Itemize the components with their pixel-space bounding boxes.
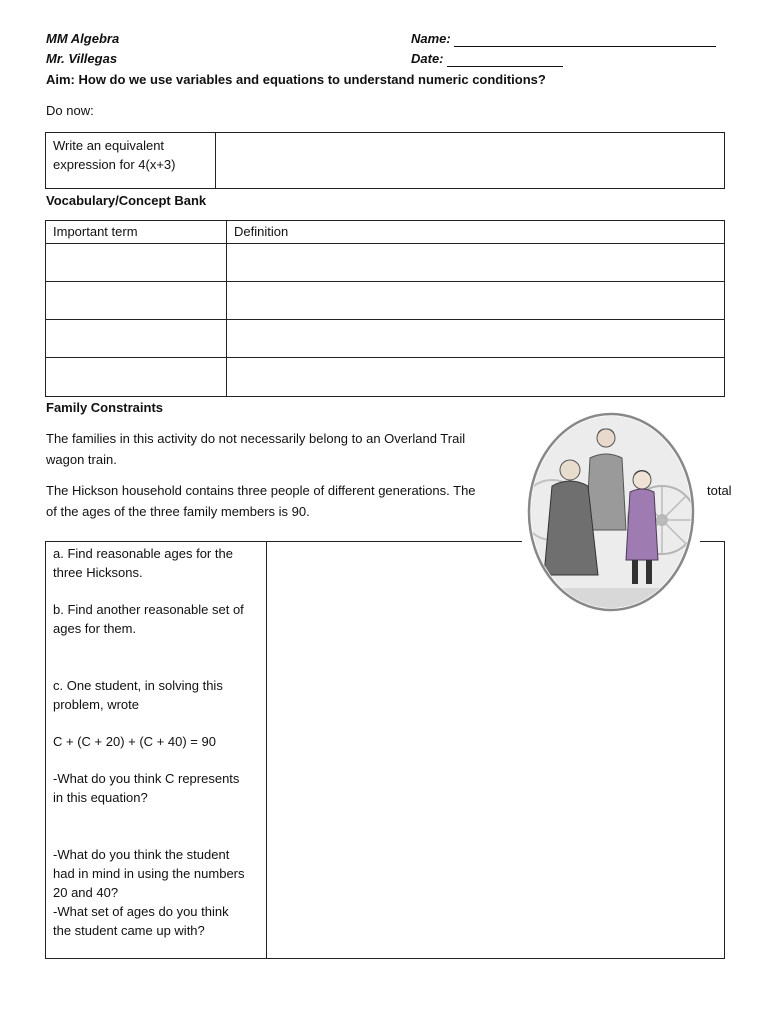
hickson-line1: The Hickson household contains three people of different generations. The	[46, 483, 476, 498]
name-field[interactable]	[411, 31, 716, 47]
question-a-line2: three Hicksons.	[53, 565, 143, 580]
hickson-total-word: total	[707, 483, 732, 498]
question-f-line1: -What set of ages do you think	[53, 904, 229, 919]
vocab-header-definition: Definition	[227, 221, 725, 244]
question-e-line3: 20 and 40?	[53, 885, 119, 900]
do-now-label: Do now:	[46, 103, 94, 118]
date-label: Date:	[411, 51, 444, 66]
question-c-line2: problem, wrote	[53, 697, 139, 712]
do-now-answer-cell[interactable]	[216, 133, 725, 189]
vocab-term-cell[interactable]	[46, 320, 227, 358]
do-now-prompt-line1: Write an equivalent	[53, 138, 165, 153]
vocab-definition-cell[interactable]	[227, 358, 725, 397]
question-c-line1: c. One student, in solving this	[53, 678, 223, 693]
vocab-term-cell[interactable]	[46, 282, 227, 320]
hickson-line2: of the ages of the three family members is 90.	[46, 504, 310, 519]
vocab-definition-cell[interactable]	[227, 282, 725, 320]
date-field[interactable]	[411, 51, 563, 67]
question-f-line2: the student came up with?	[53, 923, 205, 938]
family-heading: Family Constraints	[46, 400, 164, 415]
vocab-term-cell[interactable]	[46, 244, 227, 282]
date-blank-line	[447, 51, 563, 67]
question-a-line1: a. Find reasonable ages for the	[53, 546, 233, 561]
vocab-heading: Vocabulary/Concept Bank	[46, 193, 207, 208]
question-d-line1: -What do you think C represents	[53, 771, 240, 786]
vocab-definition-cell[interactable]	[227, 320, 725, 358]
do-now-prompt-line2: expression for 4(x+3)	[53, 157, 176, 172]
family-portrait-illustration	[522, 410, 700, 615]
name-blank-line	[454, 31, 716, 47]
teacher-name: Mr. Villegas	[46, 51, 118, 66]
questions-prompt-cell	[46, 542, 267, 959]
aim-statement: Aim: How do we use variables and equations to understand numeric conditions?	[46, 72, 546, 87]
vocab-header-term: Important term	[46, 221, 227, 244]
do-now-table	[45, 132, 725, 189]
question-d-line2: in this equation?	[53, 790, 148, 805]
name-label: Name:	[411, 31, 451, 46]
vocab-table	[45, 220, 725, 397]
student-equation: C + (C + 20) + (C + 40) = 90	[53, 734, 216, 749]
question-b-line2: ages for them.	[53, 621, 137, 636]
family-intro-line2: wagon train.	[46, 452, 117, 467]
question-b-line1: b. Find another reasonable set of	[53, 602, 244, 617]
vocab-term-cell[interactable]	[46, 358, 227, 397]
family-intro	[46, 428, 465, 470]
hickson-paragraph	[46, 480, 476, 522]
do-now-prompt-cell	[46, 133, 216, 189]
vocab-definition-cell[interactable]	[227, 244, 725, 282]
family-intro-line1: The families in this activity do not necessarily belong to an Overland Trail	[46, 431, 466, 446]
question-e-line2: had in mind in using the numbers	[53, 866, 245, 881]
question-e-line1: -What do you think the student	[53, 847, 230, 862]
course-title: MM Algebra	[46, 31, 120, 46]
